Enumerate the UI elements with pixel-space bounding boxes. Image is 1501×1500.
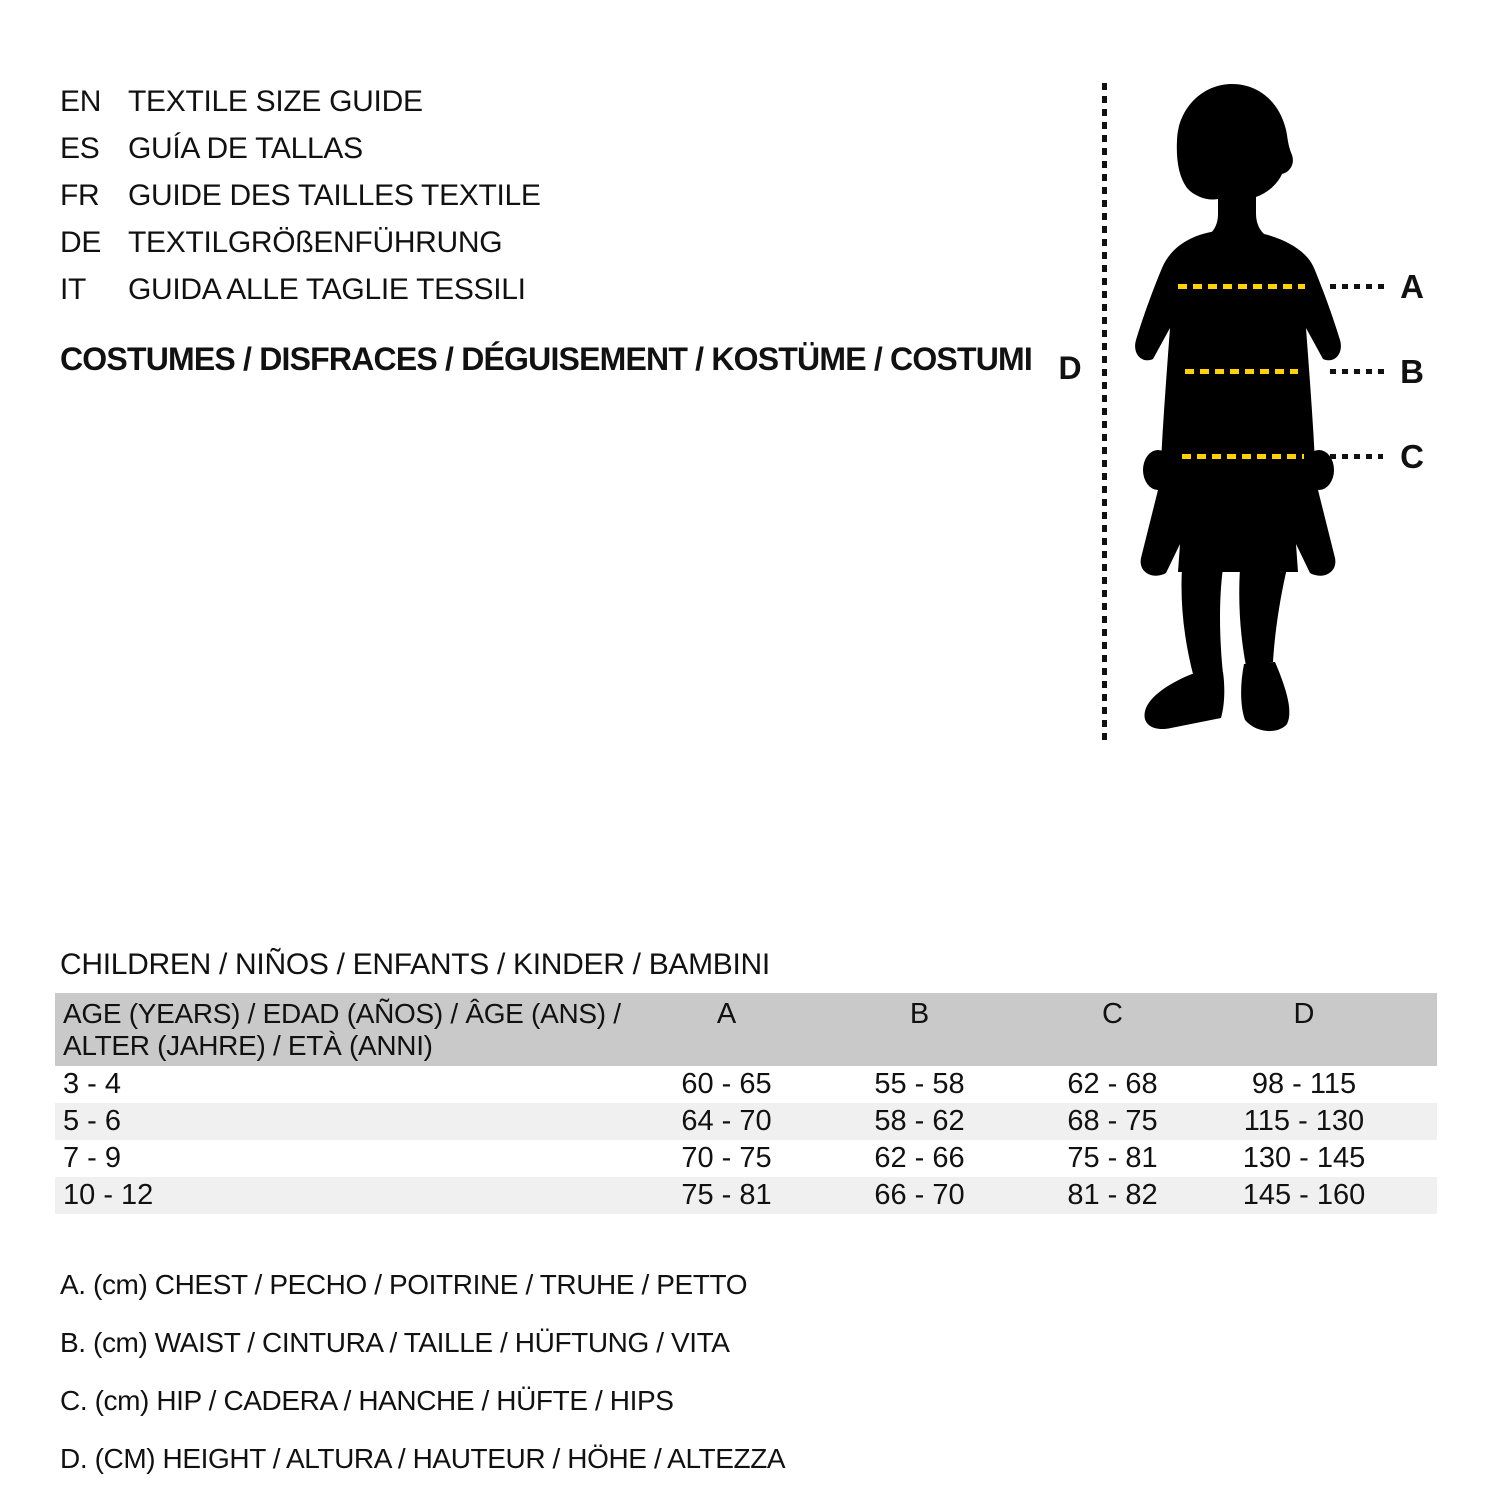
age-header-line1: AGE (YEARS) / EDAD (AÑOS) / ÂGE (ANS) / — [63, 998, 621, 1029]
column-header-a: A — [716, 998, 737, 1030]
hip-cell: 68 - 75 — [1067, 1105, 1158, 1137]
silhouette-shorts — [1141, 482, 1336, 576]
legend-hip: C. (cm) HIP / CADERA / HANCHE / HÜFTE / HIPS — [60, 1385, 674, 1416]
waist-measure-line — [1185, 369, 1298, 374]
height-cell: 130 - 145 — [1242, 1142, 1366, 1174]
language-row-de — [60, 226, 502, 260]
hip-cell: 81 - 82 — [1067, 1179, 1158, 1211]
hip-cell: 75 - 81 — [1067, 1142, 1158, 1174]
column-header-b: B — [909, 998, 930, 1030]
height-cell: 145 - 160 — [1242, 1179, 1366, 1211]
table-row — [55, 1140, 1437, 1177]
measure-label-b: B — [1400, 353, 1424, 390]
measure-label-d: D — [1058, 350, 1082, 386]
chest-cell: 70 - 75 — [681, 1142, 772, 1174]
language-code: FR — [60, 179, 100, 212]
legend-height: D. (CM) HEIGHT / ALTURA / HAUTEUR / HÖHE / ALTEZZA — [60, 1443, 786, 1474]
language-label: TEXTILE SIZE GUIDE — [128, 85, 423, 118]
silhouette-leg-left — [1182, 568, 1224, 678]
age-cell: 5 - 6 — [63, 1105, 122, 1137]
chest-cell: 75 - 81 — [681, 1179, 772, 1211]
table-row — [55, 1103, 1437, 1140]
category-title: COSTUMES / DISFRACES / DÉGUISEMENT / KOSTÜME / COSTUMI — [60, 341, 1032, 377]
height-dotted-line — [1102, 83, 1107, 743]
language-code: DE — [60, 226, 102, 259]
table-row — [55, 1177, 1437, 1214]
hip-connector-line — [1330, 454, 1383, 459]
language-code: IT — [60, 273, 87, 306]
chest-cell: 64 - 70 — [681, 1105, 772, 1137]
age-column-header — [55, 998, 630, 1066]
language-code: EN — [60, 85, 102, 118]
language-row-es — [60, 132, 363, 166]
measure-label-a: A — [1400, 268, 1424, 305]
silhouette-leg-right — [1239, 568, 1287, 666]
child-silhouette-image — [1120, 82, 1380, 742]
waist-cell: 55 - 58 — [874, 1068, 965, 1100]
size-table — [55, 993, 1437, 1214]
language-code: ES — [60, 132, 100, 165]
hip-measure-line — [1182, 454, 1304, 459]
age-cell: 3 - 4 — [63, 1068, 122, 1100]
language-label: TEXTILGRÖßENFÜHRUNG — [128, 226, 503, 259]
legend-waist: B. (cm) WAIST / CINTURA / TAILLE / HÜFTUNG / VITA — [60, 1327, 730, 1358]
waist-cell: 58 - 62 — [874, 1105, 965, 1137]
silhouette-head — [1177, 84, 1293, 234]
waist-connector-line — [1330, 369, 1386, 374]
column-header-d: D — [1293, 998, 1315, 1030]
chest-connector-line — [1330, 284, 1386, 289]
table-header-row — [55, 993, 1437, 1066]
children-section-title: CHILDREN / NIÑOS / ENFANTS / KINDER / BAMBINI — [60, 948, 770, 981]
age-cell: 10 - 12 — [63, 1179, 154, 1211]
language-label: GUIDE DES TAILLES TEXTILE — [128, 179, 541, 212]
age-cell: 7 - 9 — [63, 1142, 122, 1174]
column-header-c: C — [1102, 998, 1123, 1030]
age-header-line2: ALTER (JAHRE) / ETÀ (ANNI) — [63, 1030, 433, 1061]
waist-cell: 66 - 70 — [874, 1179, 965, 1211]
table-row — [55, 1066, 1437, 1103]
height-cell: 115 - 130 — [1243, 1105, 1365, 1137]
chest-measure-line — [1178, 284, 1305, 289]
silhouette-shoe-left — [1145, 672, 1225, 729]
language-label: GUIDA ALLE TAGLIE TESSILI — [128, 273, 526, 306]
language-row-it — [60, 273, 526, 307]
hip-cell: 62 - 68 — [1067, 1068, 1158, 1100]
language-row-fr — [60, 179, 541, 213]
legend-chest: A. (cm) CHEST / PECHO / POITRINE / TRUHE / PETTO — [60, 1269, 748, 1300]
silhouette-shoe-right — [1241, 662, 1289, 731]
measure-label-c: C — [1400, 438, 1424, 475]
waist-cell: 62 - 66 — [874, 1142, 965, 1174]
silhouette-torso — [1135, 230, 1341, 484]
height-cell: 98 - 115 — [1251, 1068, 1357, 1100]
chest-cell: 60 - 65 — [681, 1068, 772, 1100]
language-row-en — [60, 85, 423, 119]
language-label: GUÍA DE TALLAS — [128, 132, 363, 165]
